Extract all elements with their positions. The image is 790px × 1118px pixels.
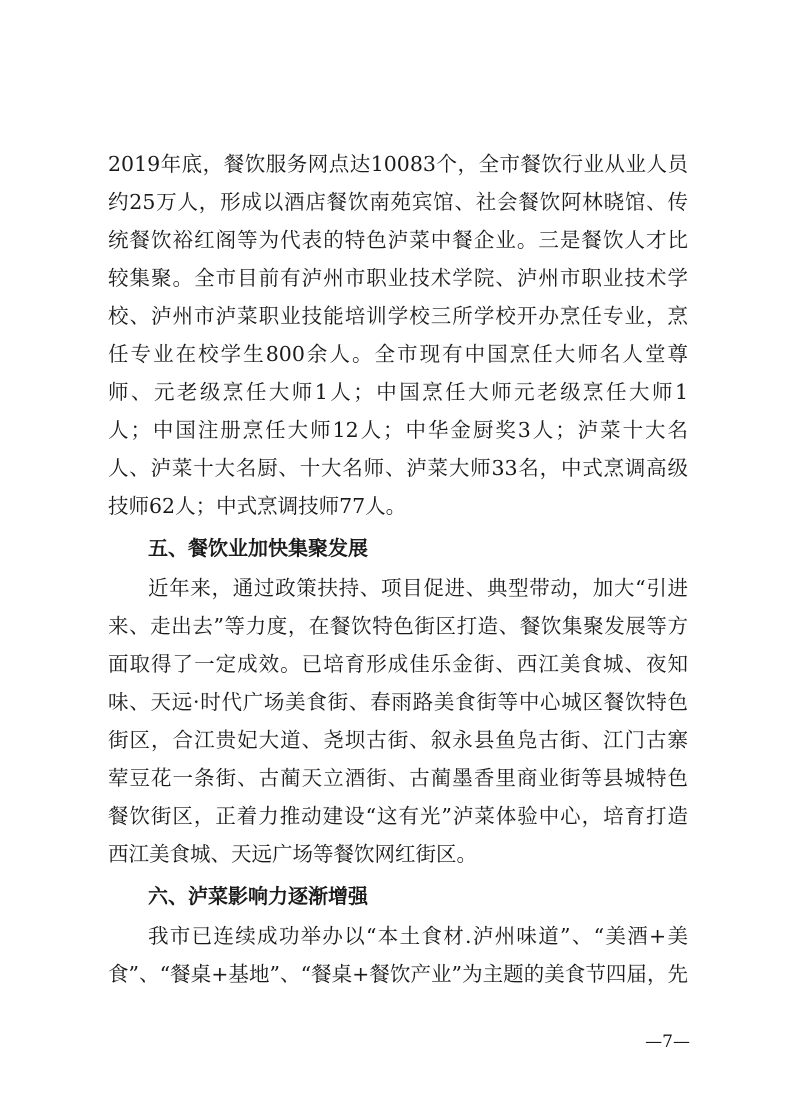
paragraph-line: 人；中国注册烹任大师12人；中华金厨奖3人；泸菜十大名	[108, 418, 688, 442]
paragraph-line: 西江美食城、天远广场等餐饮网红街区。	[108, 842, 477, 866]
paragraph-line: 统餐饮裕红阁等为代表的特色泸菜中餐企业。三是餐饮人才比	[108, 228, 688, 252]
paragraph-line: 校、泸州市泸菜职业技能培训学校三所学校开办烹任专业，烹	[108, 304, 688, 328]
paragraph-line: 师、元老级烹任大师1人；中国烹任大师元老级烹任大师1	[108, 380, 688, 404]
paragraph-line: 近年来，通过政策扶持、项目促进、典型带动，加大“引进	[148, 576, 688, 600]
paragraph-line: 任专业在校学生800余人。全市现有中国烹任大师名人堂尊	[108, 342, 688, 366]
paragraph-line: 街区，合江贵妃大道、尧坝古街、叙永县鱼凫古街、江门古寨	[108, 728, 688, 752]
section-heading: 六、泸菜影响力逐渐增强	[148, 884, 368, 908]
paragraph-line: 餐饮街区，正着力推动建设“这有光”泸菜体验中心，培育打造	[108, 804, 688, 828]
paragraph-line: 荤豆花一条街、古蔺天立酒街、古蔺墨香里商业街等县城特色	[108, 766, 688, 790]
paragraph-line: 2019年底，餐饮服务网点达10083个，全市餐饮行业从业人员	[108, 152, 688, 176]
page-number: —7—	[645, 1032, 690, 1052]
paragraph-line: 味、天远·时代广场美食街、春雨路美食街等中心城区餐饮特色	[108, 690, 688, 714]
paragraph-line: 食”、“餐桌+基地”、“餐桌+餐饮产业”为主题的美食节四届，先	[108, 962, 688, 986]
paragraph-line: 技师62人；中式烹调技师77人。	[108, 494, 407, 518]
paragraph-line: 约25万人，形成以酒店餐饮南苑宾馆、社会餐饮阿林晓馆、传	[108, 190, 688, 214]
paragraph-line: 人、泸菜十大名厨、十大名师、泸菜大师33名，中式烹调高级	[108, 456, 688, 480]
paragraph-line: 较集聚。全市目前有泸州市职业技术学院、泸州市职业技术学	[108, 266, 688, 290]
section-heading: 五、餐饮业加快集聚发展	[148, 536, 368, 560]
paragraph-line: 来、走出去”等力度，在餐饮特色街区打造、餐饮集聚发展等方	[108, 614, 688, 638]
paragraph-line: 面取得了一定成效。已培育形成佳乐金街、西江美食城、夜知	[108, 652, 688, 676]
paragraph-line: 我市已连续成功举办以“本土食材.泸州味道”、“美酒+美	[148, 924, 688, 948]
